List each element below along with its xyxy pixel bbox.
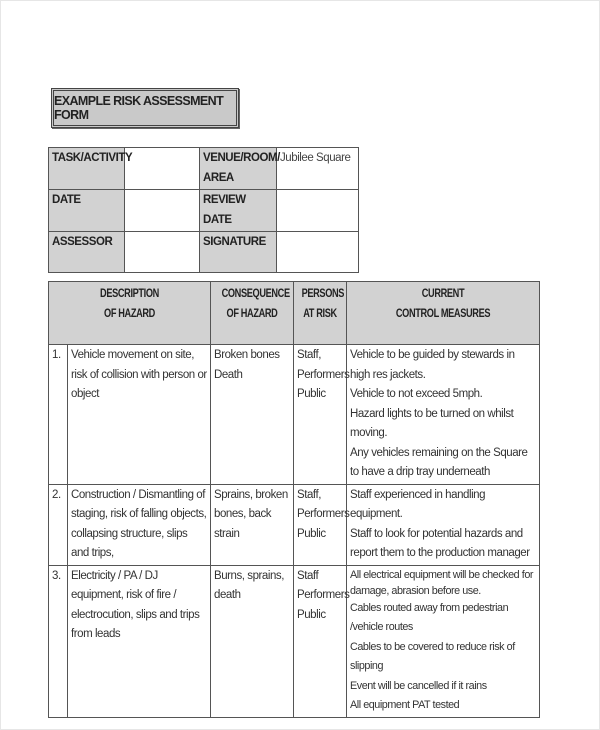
row-number: 2. <box>49 484 68 565</box>
person: Staff <box>297 569 319 582</box>
hazard-consequence: Broken bones Death <box>211 345 294 485</box>
review-date-label: REVIEW DATE <box>200 190 277 232</box>
review-date-value[interactable] <box>277 190 359 232</box>
table-row <box>49 565 540 717</box>
header-line: PERSONS <box>301 288 345 300</box>
person: Public <box>297 527 326 540</box>
date-value[interactable] <box>125 190 200 232</box>
header-line: OF HAZARD <box>104 307 155 320</box>
hazard-consequence: Burns, sprains, death <box>211 565 294 717</box>
control-item: Hazard lights to be turned on whilst moving. <box>350 407 514 439</box>
person: Public <box>297 388 326 400</box>
date-label: DATE <box>49 190 125 232</box>
info-table <box>48 147 359 273</box>
control-item: Staff experienced in handling equipment. <box>350 488 486 520</box>
row-number: 1. <box>49 345 68 485</box>
persons-at-risk <box>294 484 350 565</box>
table-row <box>49 345 540 485</box>
control-measures <box>347 484 540 565</box>
row-number: 3. <box>49 565 68 717</box>
hazard-description: Construction / Dismantling of staging, risk of falling objects, collapsing structure, slips and trips, <box>68 484 211 565</box>
control-item: Staff to look for potential hazards and report them to the production manager <box>350 527 530 559</box>
persons-at-risk <box>294 345 350 485</box>
person: Public <box>297 608 326 621</box>
assessor-value[interactable] <box>125 232 200 273</box>
hazard-consequence: Sprains, broken bones, back strain <box>211 484 294 565</box>
venue-label <box>200 148 280 190</box>
control-item: All electrical equipment will be checked for damage, abrasion before use. <box>350 568 534 597</box>
control-measures <box>347 565 540 717</box>
info-row <box>49 190 359 232</box>
header-line: DESCRIPTION <box>100 288 159 300</box>
signature-label: SIGNATURE <box>200 232 277 273</box>
person: Performers <box>297 508 350 520</box>
header-row <box>49 282 540 345</box>
signature-value[interactable] <box>277 232 359 273</box>
control-item: Cables to be covered to reduce risk of slipping <box>350 640 515 672</box>
header-persons <box>294 282 347 345</box>
header-consequence <box>211 282 294 345</box>
control-measures <box>347 345 540 485</box>
control-item: All equipment PAT tested <box>350 699 460 711</box>
person: Staff, <box>297 488 321 501</box>
control-item: Vehicle to be guided by stewards in high res jackets. <box>350 349 515 381</box>
hazard-description: Electricity / PA / DJ equipment, risk of fire / electrocution, slips and trips from leads <box>68 565 211 717</box>
header-line: OF HAZARD <box>226 307 278 320</box>
control-item: Any vehicles remaining on the Square to have a drip tray underneath <box>350 446 528 478</box>
info-row <box>49 148 359 190</box>
control-item: Cables routed away from pedestrian /vehicle routes <box>350 601 509 633</box>
venue-label-line: AREA <box>203 171 234 184</box>
form-title: EXAMPLE RISK ASSESSMENT FORM <box>51 88 239 128</box>
header-line: CONTROL MEASURES <box>395 307 491 320</box>
venue-value[interactable]: Jubilee Square <box>277 148 359 190</box>
assessor-label: ASSESSOR <box>49 232 125 273</box>
person: Performers <box>297 589 350 601</box>
table-row <box>49 484 540 565</box>
person: Staff, <box>297 349 321 361</box>
header-line: AT RISK <box>303 307 337 320</box>
hazard-description: Vehicle movement on site, risk of collision with person or object <box>68 345 211 485</box>
venue-label-line: VENUE/ROOM/ <box>203 152 280 164</box>
task-value[interactable] <box>125 148 200 190</box>
person: Performers <box>297 368 350 381</box>
header-description <box>49 282 211 345</box>
header-controls <box>347 282 540 345</box>
persons-at-risk <box>294 565 350 717</box>
header-line: CONSEQUENCE <box>221 288 290 300</box>
hazard-table <box>48 281 540 718</box>
header-line: CURRENT <box>421 288 465 300</box>
task-label: TASK/ACTIVITY <box>49 148 125 190</box>
info-row <box>49 232 359 273</box>
control-item: Event will be cancelled if it rains <box>350 679 487 692</box>
control-item: Vehicle to not exceed 5mph. <box>350 388 483 400</box>
